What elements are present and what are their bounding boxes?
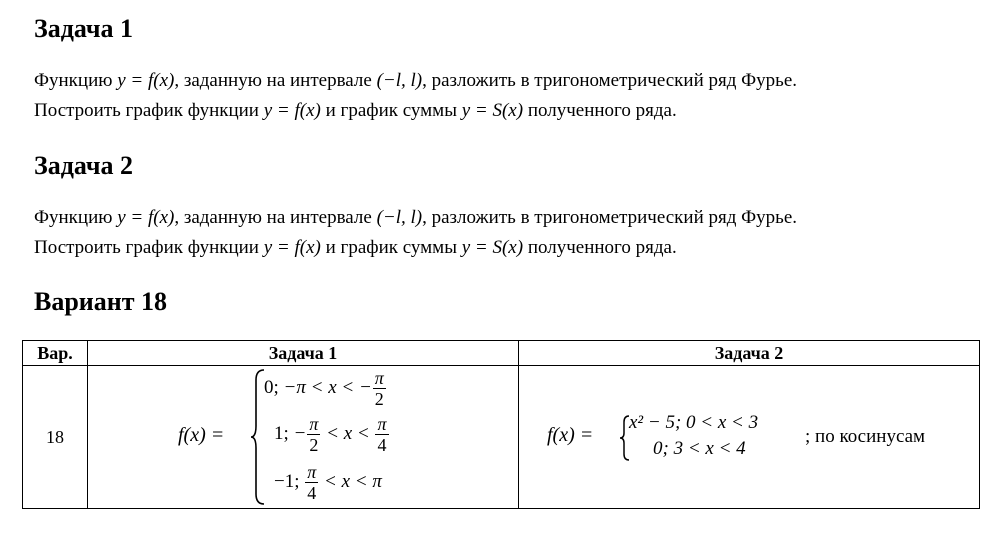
cell-task2	[519, 366, 980, 509]
task1-line1: Функцию y = f(x), заданную на интервале (−l, l), разложить в тригонометрический ряд Фурье.	[34, 70, 798, 91]
header-var: Вар.	[23, 341, 88, 366]
task2-line1: Функцию y = f(x), заданную на интервале (−l, l), разложить в тригонометрический ряд Фурье.	[34, 207, 798, 228]
task2-piece-2: 0; 3 < x < 4	[653, 438, 746, 459]
cell-var: 18	[23, 366, 88, 509]
task2-formula	[519, 366, 979, 508]
table-row	[23, 366, 980, 509]
cell-task1	[88, 366, 519, 509]
task1-piece-3: −1; $\frac{\pi}{4}$ < x < π	[274, 462, 382, 503]
task1-piece-2: 1; − $\frac{\pi}{2}$ < x < $\frac{\pi}{4}$	[274, 414, 387, 455]
task2-line2: Построить график функции y = f(x) и график суммы y = S(x) полученного ряда.	[34, 237, 677, 258]
task1-heading: Задача 1	[34, 14, 133, 43]
task1-formula	[88, 366, 518, 508]
fraction: $\frac{\pi}{2}$	[309, 414, 319, 455]
fraction: $\frac{\pi}{4}$	[307, 462, 317, 503]
variant-heading: Вариант 18	[34, 287, 168, 316]
task2-heading: Задача 2	[34, 151, 133, 180]
task2-lhs: f(x) =	[547, 424, 594, 446]
header-task1: Задача 1	[88, 341, 519, 366]
task2-note: ; по косинусам	[805, 426, 926, 447]
task1-piece-1: 0; −π < x < − $\frac{\pi}{2}$	[264, 368, 384, 409]
task1-formula-y-fx: y = f(x)	[117, 70, 175, 91]
header-task2: Задача 2	[519, 341, 980, 366]
task1-line2: Построить график функции y = f(x) и график суммы y = S(x) полученного ряда.	[34, 100, 677, 121]
variant-table	[22, 340, 980, 509]
table-header-row	[23, 341, 980, 366]
task1-lhs: f(x) =	[178, 424, 225, 446]
fraction: $\frac{\pi}{4}$	[377, 414, 387, 455]
task2-piece-1: x² − 5; 0 < x < 3	[629, 412, 759, 433]
fraction: $\frac{\pi}{2}$	[374, 368, 384, 409]
task1-interval: (−l, l)	[376, 70, 423, 91]
